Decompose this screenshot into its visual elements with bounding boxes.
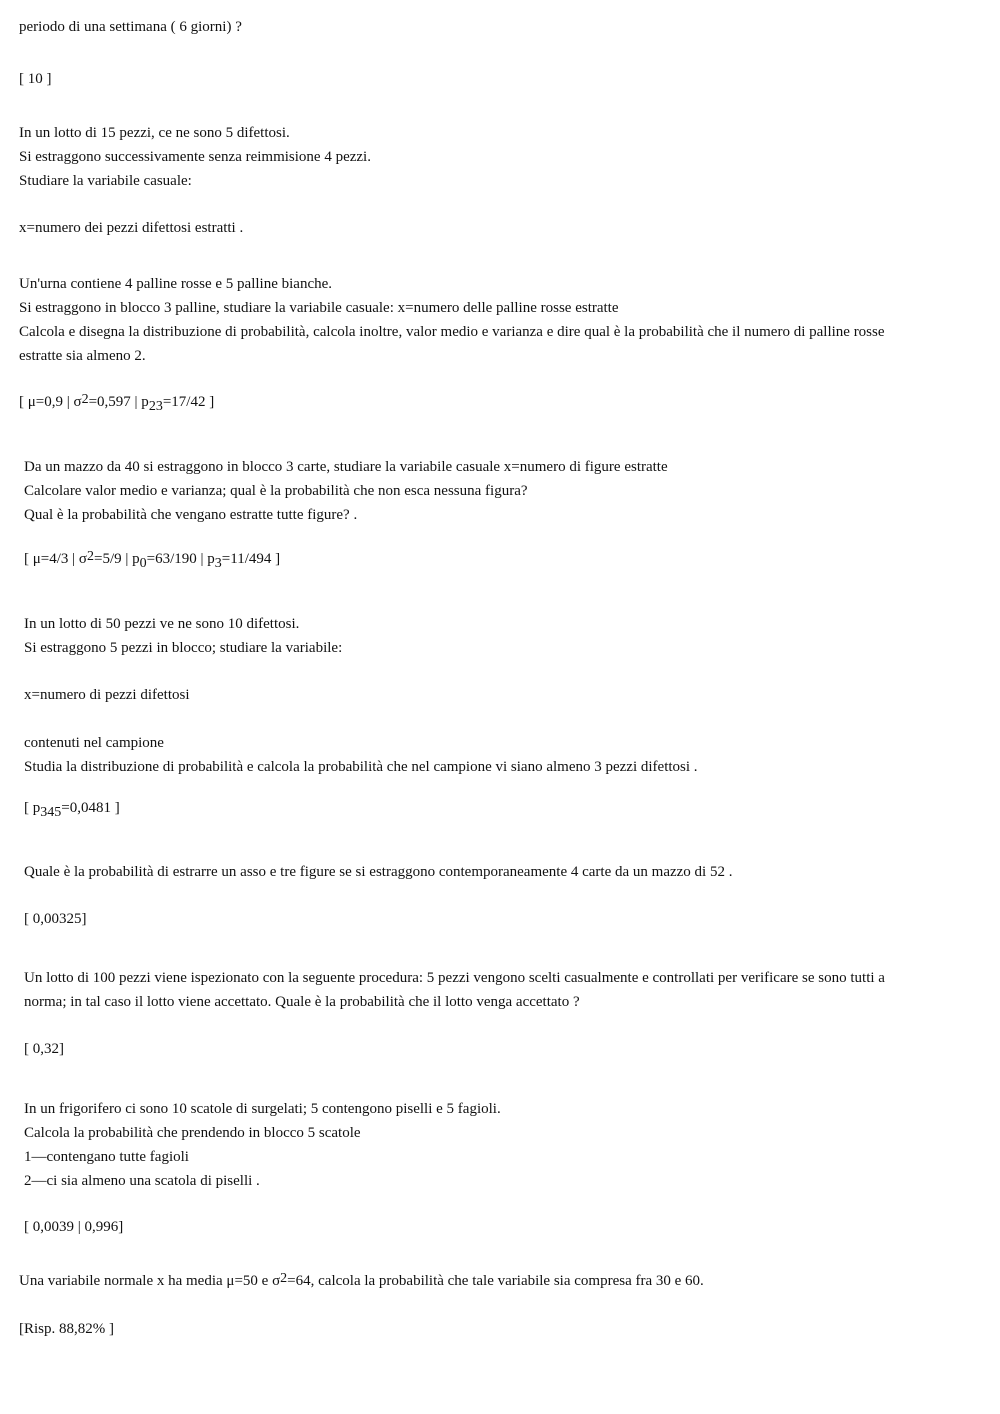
exercise-text: periodo di una settimana ( 6 giorni) ? <box>19 19 242 35</box>
answer-part: [ p <box>24 800 41 816</box>
answer-part: [ μ=4/3 | σ <box>24 551 88 567</box>
exercise-text: Si estraggono in blocco 3 palline, studiare la variabile casuale: x=numero delle palline rosse estratte <box>19 300 619 316</box>
superscript: 2 <box>87 549 95 564</box>
text-part: =64, calcola la probabilità che tale variabile sia compresa fra 30 e 60. <box>287 1273 704 1289</box>
exercise-text: Studia la distribuzione di probabilità e calcola la probabilità che nel campione vi siano almeno 3 pezzi difettosi . <box>24 759 698 775</box>
exercise-answer: [Risp. 88,82% ] <box>19 1321 114 1337</box>
exercise-answer <box>19 392 215 414</box>
subscript: 23 <box>148 399 163 414</box>
subscript: 3 <box>214 556 222 571</box>
superscript: 2 <box>280 1271 288 1286</box>
exercise-answer: [ 0,32] <box>24 1041 64 1057</box>
exercise-text: In un lotto di 15 pezzi, ce ne sono 5 difettosi. <box>19 125 290 141</box>
exercise-answer <box>24 549 281 571</box>
answer-part: =0,0481 ] <box>61 800 120 816</box>
exercise-text: In un frigorifero ci sono 10 scatole di surgelati; 5 contengono piselli e 5 fagioli. <box>24 1101 501 1117</box>
exercise-answer <box>24 799 120 820</box>
exercise-text: Un lotto di 100 pezzi viene ispezionato con la seguente procedura: 5 pezzi vengono scelti casualmente e controllati per verificare se sono tutti a <box>24 970 885 986</box>
exercise-text <box>19 1272 704 1290</box>
subscript: 0 <box>139 556 147 571</box>
exercise-answer: [ 10 ] <box>19 71 52 87</box>
exercise-text: In un lotto di 50 pezzi ve ne sono 10 difettosi. <box>24 616 300 632</box>
exercise-text: contenuti nel campione <box>24 735 164 751</box>
exercise-text: 2—ci sia almeno una scatola di piselli . <box>24 1173 260 1189</box>
exercise-text: Si estraggono 5 pezzi in blocco; studiare la variabile: <box>24 640 343 656</box>
exercise-text: Si estraggono successivamente senza reimmisione 4 pezzi. <box>19 149 371 165</box>
answer-part: =63/190 | p <box>146 551 215 567</box>
exercise-text: Quale è la probabilità di estrarre un asso e tre figure se si estraggono contemporaneamente 4 carte da un mazzo di 52 . <box>24 864 733 880</box>
exercise-text: Calcola la probabilità che prendendo in blocco 5 scatole <box>24 1125 361 1141</box>
exercise-text: Da un mazzo da 40 si estraggono in blocco 3 carte, studiare la variabile casuale x=numero di figure estratte <box>24 459 668 475</box>
superscript: 2 <box>81 392 89 407</box>
exercise-text: x=numero di pezzi difettosi <box>24 687 190 703</box>
exercise-text: Calcola e disegna la distribuzione di probabilità, calcola inoltre, valor medio e varianza e dire qual è la probabilità che il numero di palline rosse <box>19 324 885 340</box>
text-part: Una variabile normale x ha media μ=50 e σ <box>19 1273 281 1289</box>
exercise-answer: [ 0,0039 | 0,996] <box>24 1219 124 1235</box>
answer-part: =17/42 ] <box>162 394 215 410</box>
exercise-text: Qual è la probabilità che vengano estratte tutte figure? . <box>24 507 358 523</box>
answer-part: =5/9 | p <box>94 551 140 567</box>
exercise-text: Calcolare valor medio e varianza; qual è la probabilità che non esca nessuna figura? <box>24 483 528 499</box>
answer-part: =11/494 ] <box>221 551 281 567</box>
exercise-text: Studiare la variabile casuale: <box>19 173 192 189</box>
exercise-text: norma; in tal caso il lotto viene accettato. Quale è la probabilità che il lotto venga accettato ? <box>24 994 580 1010</box>
exercise-text: Un'urna contiene 4 palline rosse e 5 palline bianche. <box>19 276 333 292</box>
answer-part: =0,597 | p <box>88 394 149 410</box>
answer-part: [ μ=0,9 | σ <box>19 394 82 410</box>
exercise-text: 1—contengano tutte fagioli <box>24 1149 189 1165</box>
exercise-text: estratte sia almeno 2. <box>19 348 146 364</box>
exercise-answer: [ 0,00325] <box>24 911 87 927</box>
subscript: 345 <box>40 805 62 820</box>
exercise-text: x=numero dei pezzi difettosi estratti . <box>19 220 244 236</box>
